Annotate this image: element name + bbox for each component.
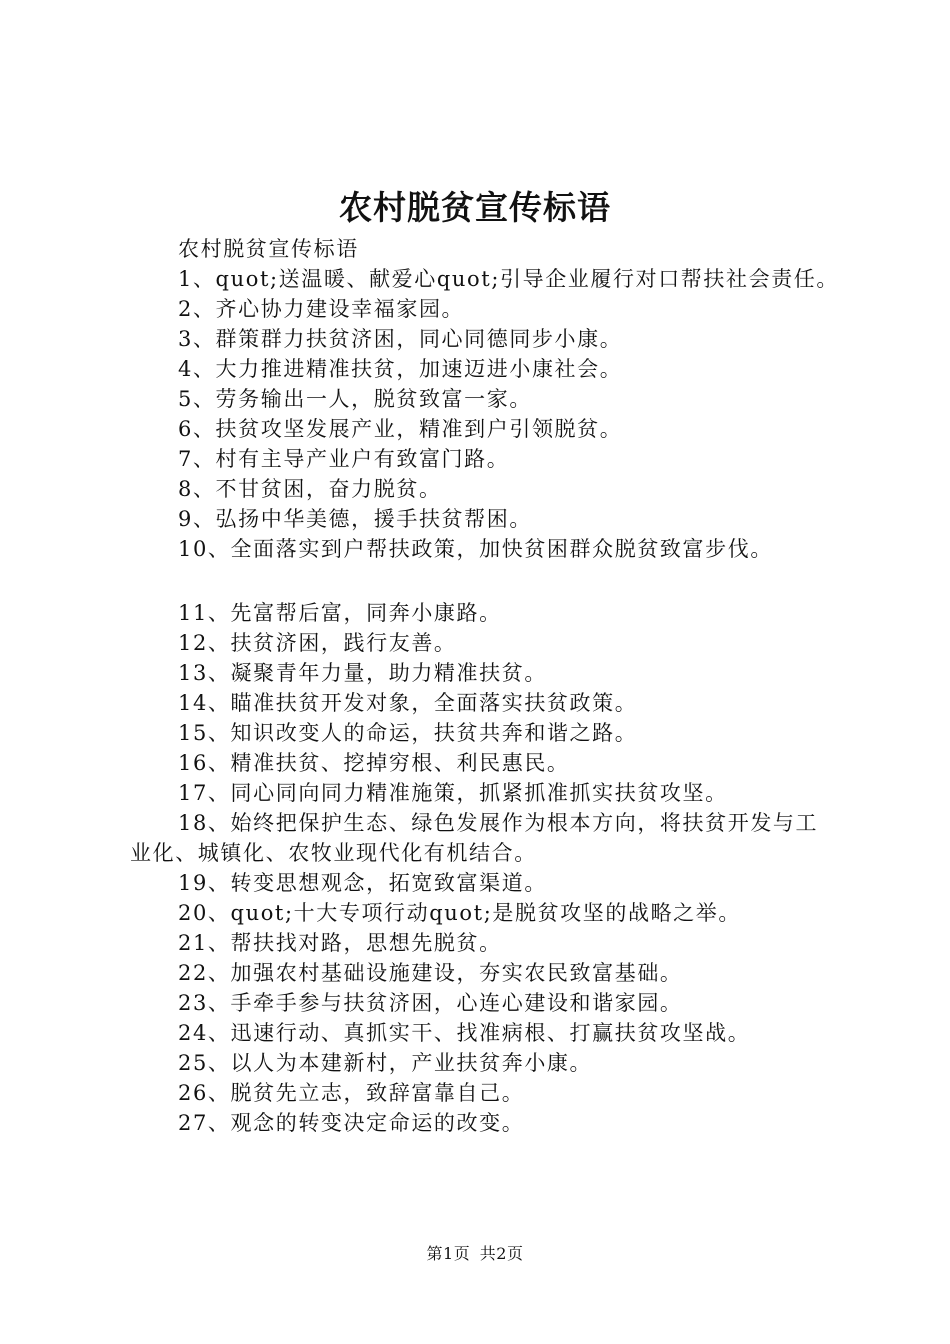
page-title: 农村脱贫宣传标语 bbox=[339, 188, 611, 227]
paragraph: 8、不甘贫困，奋力脱贫。 bbox=[178, 477, 442, 501]
paragraph: 19、转变思想观念，拓宽致富渠道。 bbox=[178, 871, 547, 895]
page-footer bbox=[0, 1242, 950, 1266]
paragraph: 4、大力推进精准扶贫，加速迈进小康社会。 bbox=[178, 357, 623, 381]
paragraph: 15、知识改变人的命运，扶贫共奔和谐之路。 bbox=[178, 721, 638, 745]
paragraph: 22、加强农村基础设施建设，夯实农民致富基础。 bbox=[178, 961, 683, 985]
paragraph: 25、以人为本建新村，产业扶贫奔小康。 bbox=[178, 1051, 593, 1075]
paragraph: 27、观念的转变决定命运的改变。 bbox=[178, 1111, 525, 1135]
paragraph: 11、先富帮后富，同奔小康路。 bbox=[178, 601, 502, 625]
paragraph: 23、手牵手参与扶贫济困，心连心建设和谐家园。 bbox=[178, 991, 683, 1015]
paragraph: 3、群策群力扶贫济困，同心同德同步小康。 bbox=[178, 327, 623, 351]
paragraph: 7、村有主导产业户有致富门路。 bbox=[178, 447, 510, 471]
paragraph: 5、劳务输出一人，脱贫致富一家。 bbox=[178, 387, 532, 411]
paragraph: 12、扶贫济困，践行友善。 bbox=[178, 631, 457, 655]
paragraph: 20、quot;十大专项行动quot;是脱贫攻坚的战略之举。 bbox=[178, 901, 741, 925]
paragraph: 农村脱贫宣传标语 bbox=[178, 237, 359, 261]
paragraph: 21、帮扶找对路，思想先脱贫。 bbox=[178, 931, 502, 955]
page-total: 共2页 bbox=[479, 1244, 524, 1263]
paragraph: 13、凝聚青年力量，助力精准扶贫。 bbox=[178, 661, 547, 685]
paragraph: 26、脱贫先立志，致辞富靠自己。 bbox=[178, 1081, 525, 1105]
paragraph: 16、精准扶贫、挖掉穷根、利民惠民。 bbox=[178, 751, 570, 775]
paragraph: 18、始终把保护生态、绿色发展作为根本方向，将扶贫开发与工业化、城镇化、农牧业现代化有机结合。 bbox=[130, 811, 819, 865]
paragraph: 6、扶贫攻坚发展产业，精准到户引领脱贫。 bbox=[178, 417, 623, 441]
paragraph: 10、全面落实到户帮扶政策，加快贫困群众脱贫致富步伐。 bbox=[178, 537, 773, 561]
paragraph: 17、同心同向同力精准施策，抓紧抓准抓实扶贫攻坚。 bbox=[178, 781, 728, 805]
paragraph: 9、弘扬中华美德，援手扶贫帮困。 bbox=[178, 507, 532, 531]
paragraph: 14、瞄准扶贫开发对象，全面落实扶贫政策。 bbox=[178, 691, 638, 715]
paragraph: 2、齐心协力建设幸福家园。 bbox=[178, 297, 465, 321]
paragraph: 24、迅速行动、真抓实干、找准病根、打赢扶贫攻坚战。 bbox=[178, 1021, 751, 1045]
document-body bbox=[130, 234, 840, 1138]
page-number: 第1页 bbox=[426, 1244, 471, 1263]
paragraph: 1、quot;送温暖、献爱心quot;引导企业履行对口帮扶社会责任。 bbox=[178, 267, 840, 291]
